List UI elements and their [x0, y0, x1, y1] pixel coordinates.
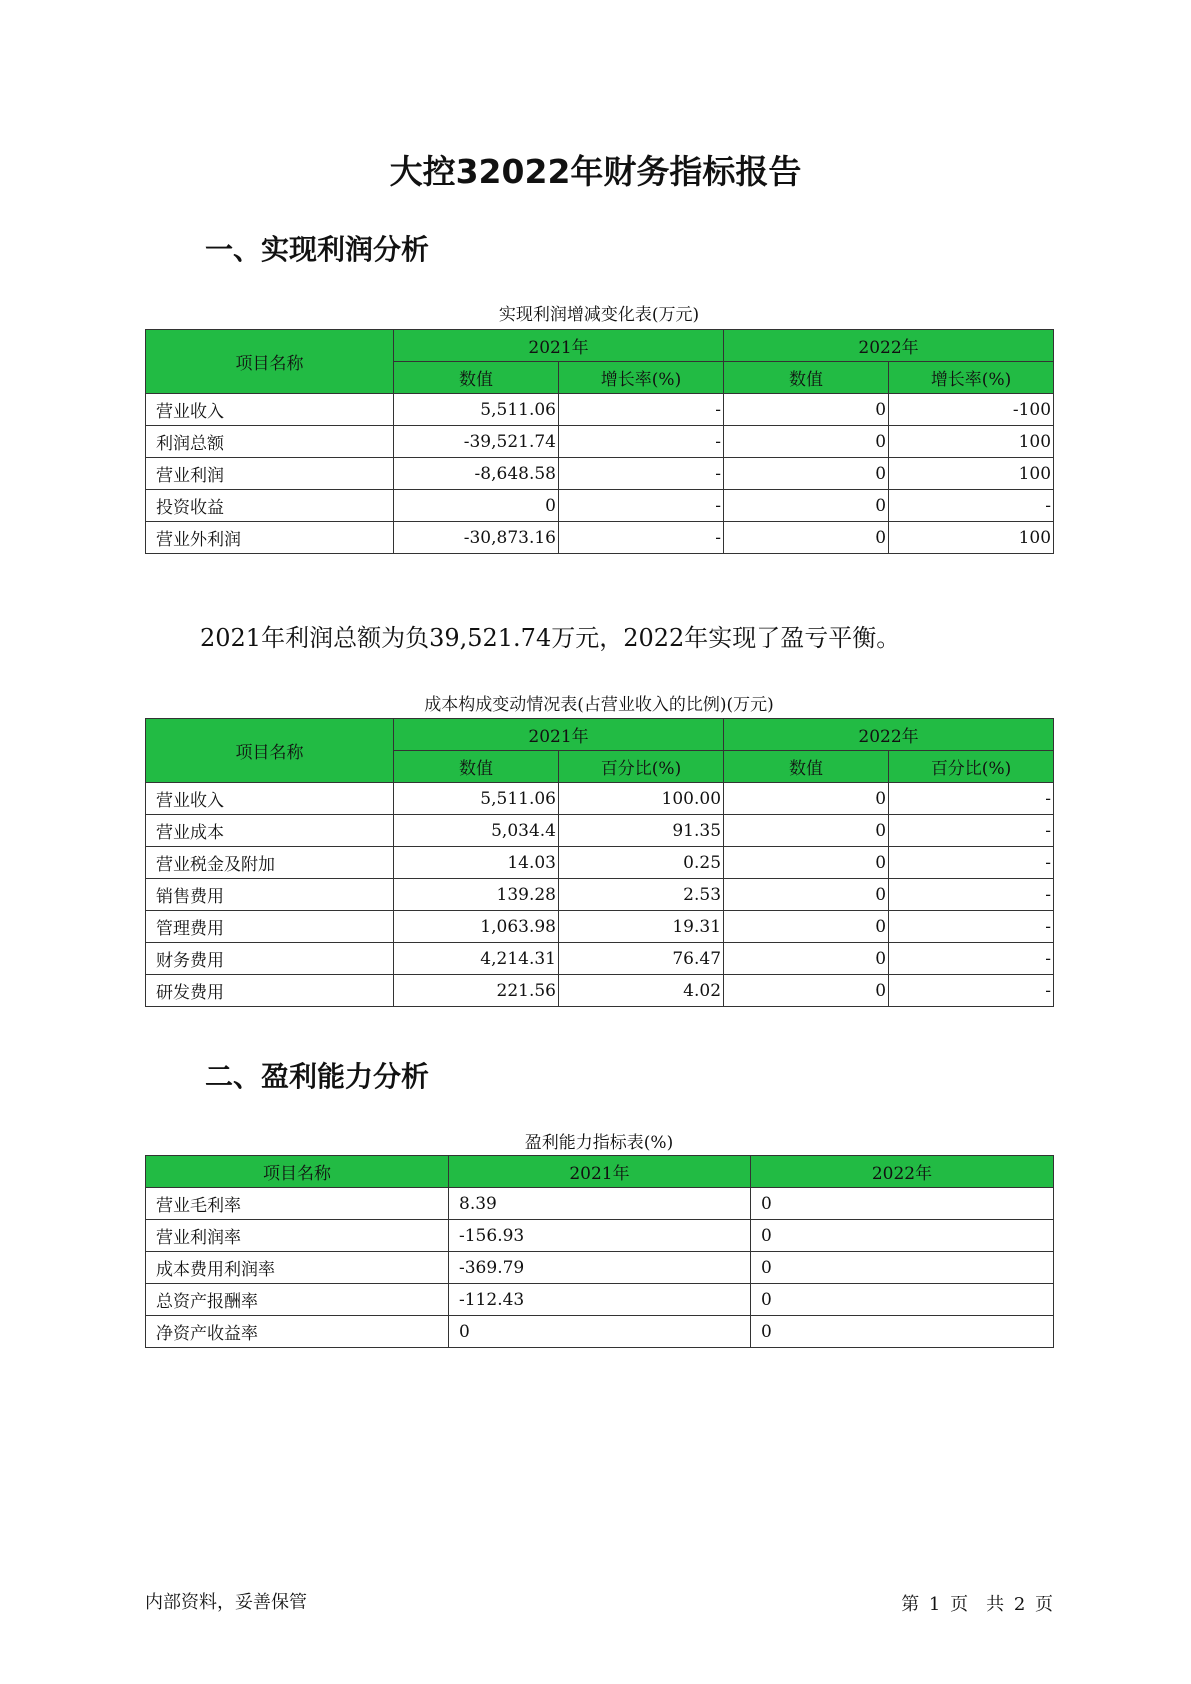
footer-page-number: 第 1 页 共 2 页: [901, 1594, 1053, 1615]
cell-growth-2022: -: [889, 490, 1054, 522]
table-row: [146, 1316, 1054, 1348]
cell-value-2021: 4,214.31: [394, 943, 559, 975]
table-row: [146, 394, 1054, 426]
cell-growth-2021: -: [559, 490, 724, 522]
header-year-2021: 2021年: [394, 719, 724, 751]
cell-item-name: 营业税金及附加: [146, 847, 394, 879]
cell-value-2021: 14.03: [394, 847, 559, 879]
cell-value-2022: 0: [724, 783, 889, 815]
header-growth-2021: 增长率(%): [559, 362, 724, 394]
cell-item-name: 财务费用: [146, 943, 394, 975]
cell-value-2021: 221.56: [394, 975, 559, 1007]
profitability-table-body: [146, 1188, 1054, 1348]
profit-change-table-body: [146, 394, 1054, 554]
cell-value-2021: 5,034.4: [394, 815, 559, 847]
header-growth-2022: 增长率(%): [889, 362, 1054, 394]
table-row: [146, 815, 1054, 847]
table-row: [146, 783, 1054, 815]
cell-value-2022: 0: [724, 975, 889, 1007]
header-percent-2022: 百分比(%): [889, 751, 1054, 783]
table-row: [146, 943, 1054, 975]
cell-value-2021: 1,063.98: [394, 911, 559, 943]
header-year-2021: 2021年: [449, 1156, 751, 1188]
header-value-2021: 数值: [394, 751, 559, 783]
cell-item-name: 营业收入: [146, 394, 394, 426]
table-row: [146, 879, 1054, 911]
cell-growth-2021: -: [559, 522, 724, 554]
cell-item-name: 研发费用: [146, 975, 394, 1007]
header-value-2022: 数值: [724, 362, 889, 394]
table-row: [146, 1188, 1054, 1220]
cell-value-2021: 5,511.06: [394, 394, 559, 426]
cell-percent-2021: 0.25: [559, 847, 724, 879]
cell-percent-2022: -: [889, 911, 1054, 943]
cell-item-name: 净资产收益率: [146, 1316, 449, 1348]
table2-caption: 成本构成变动情况表(占营业收入的比例)(万元): [424, 695, 774, 715]
cell-percent-2021: 4.02: [559, 975, 724, 1007]
table1-caption: 实现利润增减变化表(万元): [498, 305, 700, 325]
cell-growth-2021: -: [559, 394, 724, 426]
cell-value-2021: 139.28: [394, 879, 559, 911]
table-row: [146, 847, 1054, 879]
cell-value-2022: 0: [724, 879, 889, 911]
table-row: [146, 975, 1054, 1007]
table-row: [146, 1284, 1054, 1316]
cell-growth-2022: 100: [889, 426, 1054, 458]
header-year-2022: 2022年: [724, 330, 1054, 362]
cell-item-name: 管理费用: [146, 911, 394, 943]
table-row: [146, 1220, 1054, 1252]
cell-growth-2021: -: [559, 458, 724, 490]
cell-value-2021: -39,521.74: [394, 426, 559, 458]
header-year-2022: 2022年: [751, 1156, 1054, 1188]
table3-caption: 盈利能力指标表(%): [524, 1133, 674, 1153]
cell-value-2022: 0: [751, 1188, 1054, 1220]
table-row: [146, 911, 1054, 943]
cell-value-2021: 0: [449, 1316, 751, 1348]
cell-value-2022: 0: [751, 1284, 1054, 1316]
cell-value-2022: 0: [724, 815, 889, 847]
table-row: [146, 458, 1054, 490]
cell-item-name: 销售费用: [146, 879, 394, 911]
cell-value-2022: 0: [724, 394, 889, 426]
header-year-2021: 2021年: [394, 330, 724, 362]
cell-value-2022: 0: [724, 943, 889, 975]
table-row: [146, 426, 1054, 458]
profit-change-table: [145, 329, 1054, 554]
table-row: [146, 490, 1054, 522]
cell-value-2022: 0: [724, 490, 889, 522]
cell-value-2022: 0: [751, 1252, 1054, 1284]
header-item-name: 项目名称: [146, 1156, 449, 1188]
cell-value-2021: -156.93: [449, 1220, 751, 1252]
cell-item-name: 营业利润: [146, 458, 394, 490]
cell-value-2021: -112.43: [449, 1284, 751, 1316]
cell-percent-2022: -: [889, 847, 1054, 879]
cell-percent-2022: -: [889, 879, 1054, 911]
cell-value-2021: -369.79: [449, 1252, 751, 1284]
cost-structure-table-body: [146, 783, 1054, 1007]
cell-percent-2022: -: [889, 943, 1054, 975]
header-item-name: 项目名称: [146, 330, 394, 394]
profitability-table: [145, 1155, 1054, 1348]
cell-growth-2022: 100: [889, 458, 1054, 490]
cell-percent-2021: 19.31: [559, 911, 724, 943]
header-item-name: 项目名称: [146, 719, 394, 783]
cell-item-name: 利润总额: [146, 426, 394, 458]
cell-percent-2022: -: [889, 975, 1054, 1007]
table-row: [146, 1252, 1054, 1284]
cell-item-name: 总资产报酬率: [146, 1284, 449, 1316]
cell-value-2022: 0: [751, 1220, 1054, 1252]
cell-item-name: 成本费用利润率: [146, 1252, 449, 1284]
cell-value-2021: -30,873.16: [394, 522, 559, 554]
header-percent-2021: 百分比(%): [559, 751, 724, 783]
section-heading-profit: 一、实现利润分析: [205, 233, 430, 266]
cell-growth-2022: -100: [889, 394, 1054, 426]
cell-percent-2021: 76.47: [559, 943, 724, 975]
cell-item-name: 营业利润率: [146, 1220, 449, 1252]
table-row: [146, 522, 1054, 554]
cell-value-2021: -8,648.58: [394, 458, 559, 490]
cell-value-2022: 0: [724, 911, 889, 943]
cell-value-2022: 0: [724, 426, 889, 458]
section-heading-profitability: 二、盈利能力分析: [205, 1060, 430, 1093]
header-value-2022: 数值: [724, 751, 889, 783]
cell-item-name: 营业外利润: [146, 522, 394, 554]
cell-value-2022: 0: [724, 458, 889, 490]
cell-item-name: 营业成本: [146, 815, 394, 847]
cell-percent-2022: -: [889, 783, 1054, 815]
cell-percent-2021: 2.53: [559, 879, 724, 911]
header-year-2022: 2022年: [724, 719, 1054, 751]
cell-value-2022: 0: [724, 522, 889, 554]
cell-value-2021: 5,511.06: [394, 783, 559, 815]
cell-item-name: 投资收益: [146, 490, 394, 522]
cost-structure-table: [145, 718, 1054, 1007]
cell-value-2022: 0: [724, 847, 889, 879]
cell-value-2022: 0: [751, 1316, 1054, 1348]
cell-item-name: 营业毛利率: [146, 1188, 449, 1220]
cell-value-2021: 8.39: [449, 1188, 751, 1220]
footer-confidential-note: 内部资料，妥善保管: [145, 1592, 307, 1613]
header-value-2021: 数值: [394, 362, 559, 394]
cell-value-2021: 0: [394, 490, 559, 522]
summary-paragraph: 2021年利润总额为负39,521.74万元，2022年实现了盈亏平衡。: [200, 624, 901, 652]
cell-growth-2022: 100: [889, 522, 1054, 554]
cell-percent-2021: 100.00: [559, 783, 724, 815]
cell-percent-2022: -: [889, 815, 1054, 847]
cell-growth-2021: -: [559, 426, 724, 458]
report-title: 大控32022年财务指标报告: [389, 152, 802, 191]
cell-percent-2021: 91.35: [559, 815, 724, 847]
cell-item-name: 营业收入: [146, 783, 394, 815]
